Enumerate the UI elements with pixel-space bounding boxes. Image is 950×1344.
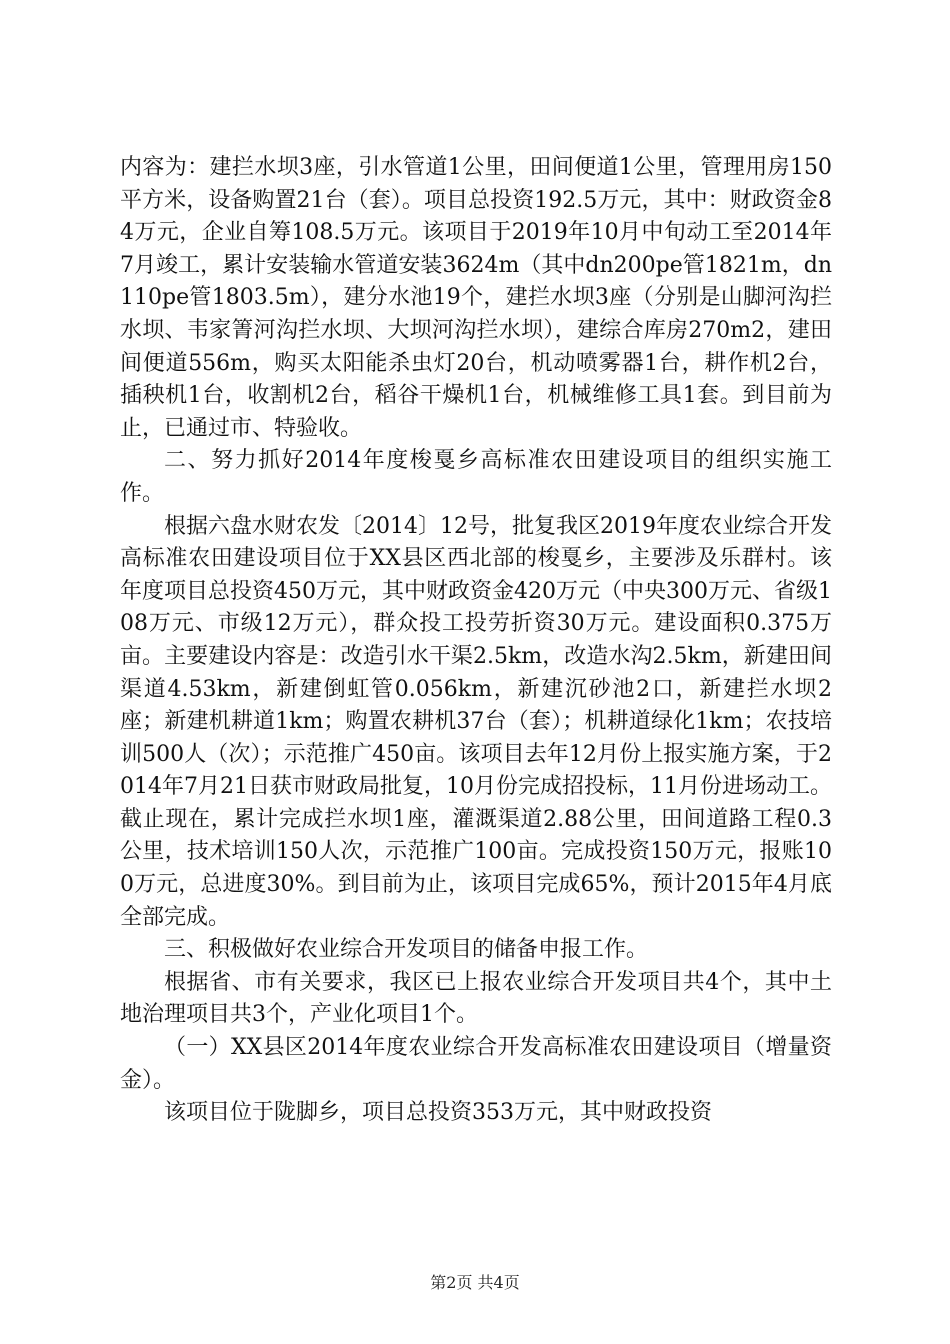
paragraph-project-content: 内容为：建拦水坝3座，引水管道1公里，田间便道1公里，管理用房150平方米，设备购置21台（套）。项目总投资192.5万元，其中：财政资金84万元，企业自筹108.5万元。该项目于2019年10月中旬动工至2014年7月竣工，累计安装输水管道安装3624m（其中dn200pe管1821m，dn110pe管1803.5m），建分水池19个，建拦水坝3座（分别是山脚河沟拦水坝、韦家箐河沟拦水坝、大坝河沟拦水坝），建综合库房270m2，建田间便道556m，购买太阳能杀虫灯20台，机动喷雾器1台，耕作机2台，插秧机1台，收割机2台，稻谷干燥机1台，机械维修工具1套。到目前为止，已通过市、特验收。 [120,155,832,441]
document-body [120,152,832,1130]
paragraph-reserve-projects: 根据省、市有关要求，我区已上报农业综合开发项目共4个，其中土地治理项目共3个，产业化项目1个。 [120,969,832,1028]
heading-section-two: 二、努力抓好2014年度梭戛乡高标准农田建设项目的组织实施工作。 [120,448,832,506]
heading-section-three: 三、积极做好农业综合开发项目的储备申报工作。 [164,937,649,963]
paragraph-suojia-project: 根据六盘水财农发〔2014〕12号，批复我区2019年度农业综合开发高标准农田建设项目位于XX县区西北部的梭戛乡，主要涉及乐群村。该年度项目总投资450万元，其中财政资金420万元（中央300万元、省级108万元、市级12万元），群众投工投劳折资30万元。建设面积0.375万亩。主要建设内容是：改造引水干渠2.5km，改造水沟2.5km，新建田间渠道4.53km，新建倒虹管0.056km，新建沉砂池2口，新建拦水坝2座；新建机耕道1km；购置农耕机37台（套）；机耕道绿化1km；农技培训500人（次）；示范推广450亩。该项目去年12月份上报实施方案，于2014年7月21日获市财政局批复，10月份完成招投标，11月份进场动工。截止现在，累计完成拦水坝1座，灌溉渠道2.88公里，田间道路工程0.3公里，技术培训150人次，示范推广100亩。完成投资150万元，报账100万元，总进度30%。到目前为止，该项目完成65%，预计2015年4月底全部完成。 [120,513,832,930]
page-footer: 第2页 共4页 [430,1273,520,1292]
heading-subsection-one: （一）XX县区2014年度农业综合开发高标准农田建设项目（增量资金）。 [120,1035,832,1093]
paragraph-longjiao-project: 该项目位于陇脚乡，项目总投资353万元，其中财政投资 [164,1100,712,1126]
